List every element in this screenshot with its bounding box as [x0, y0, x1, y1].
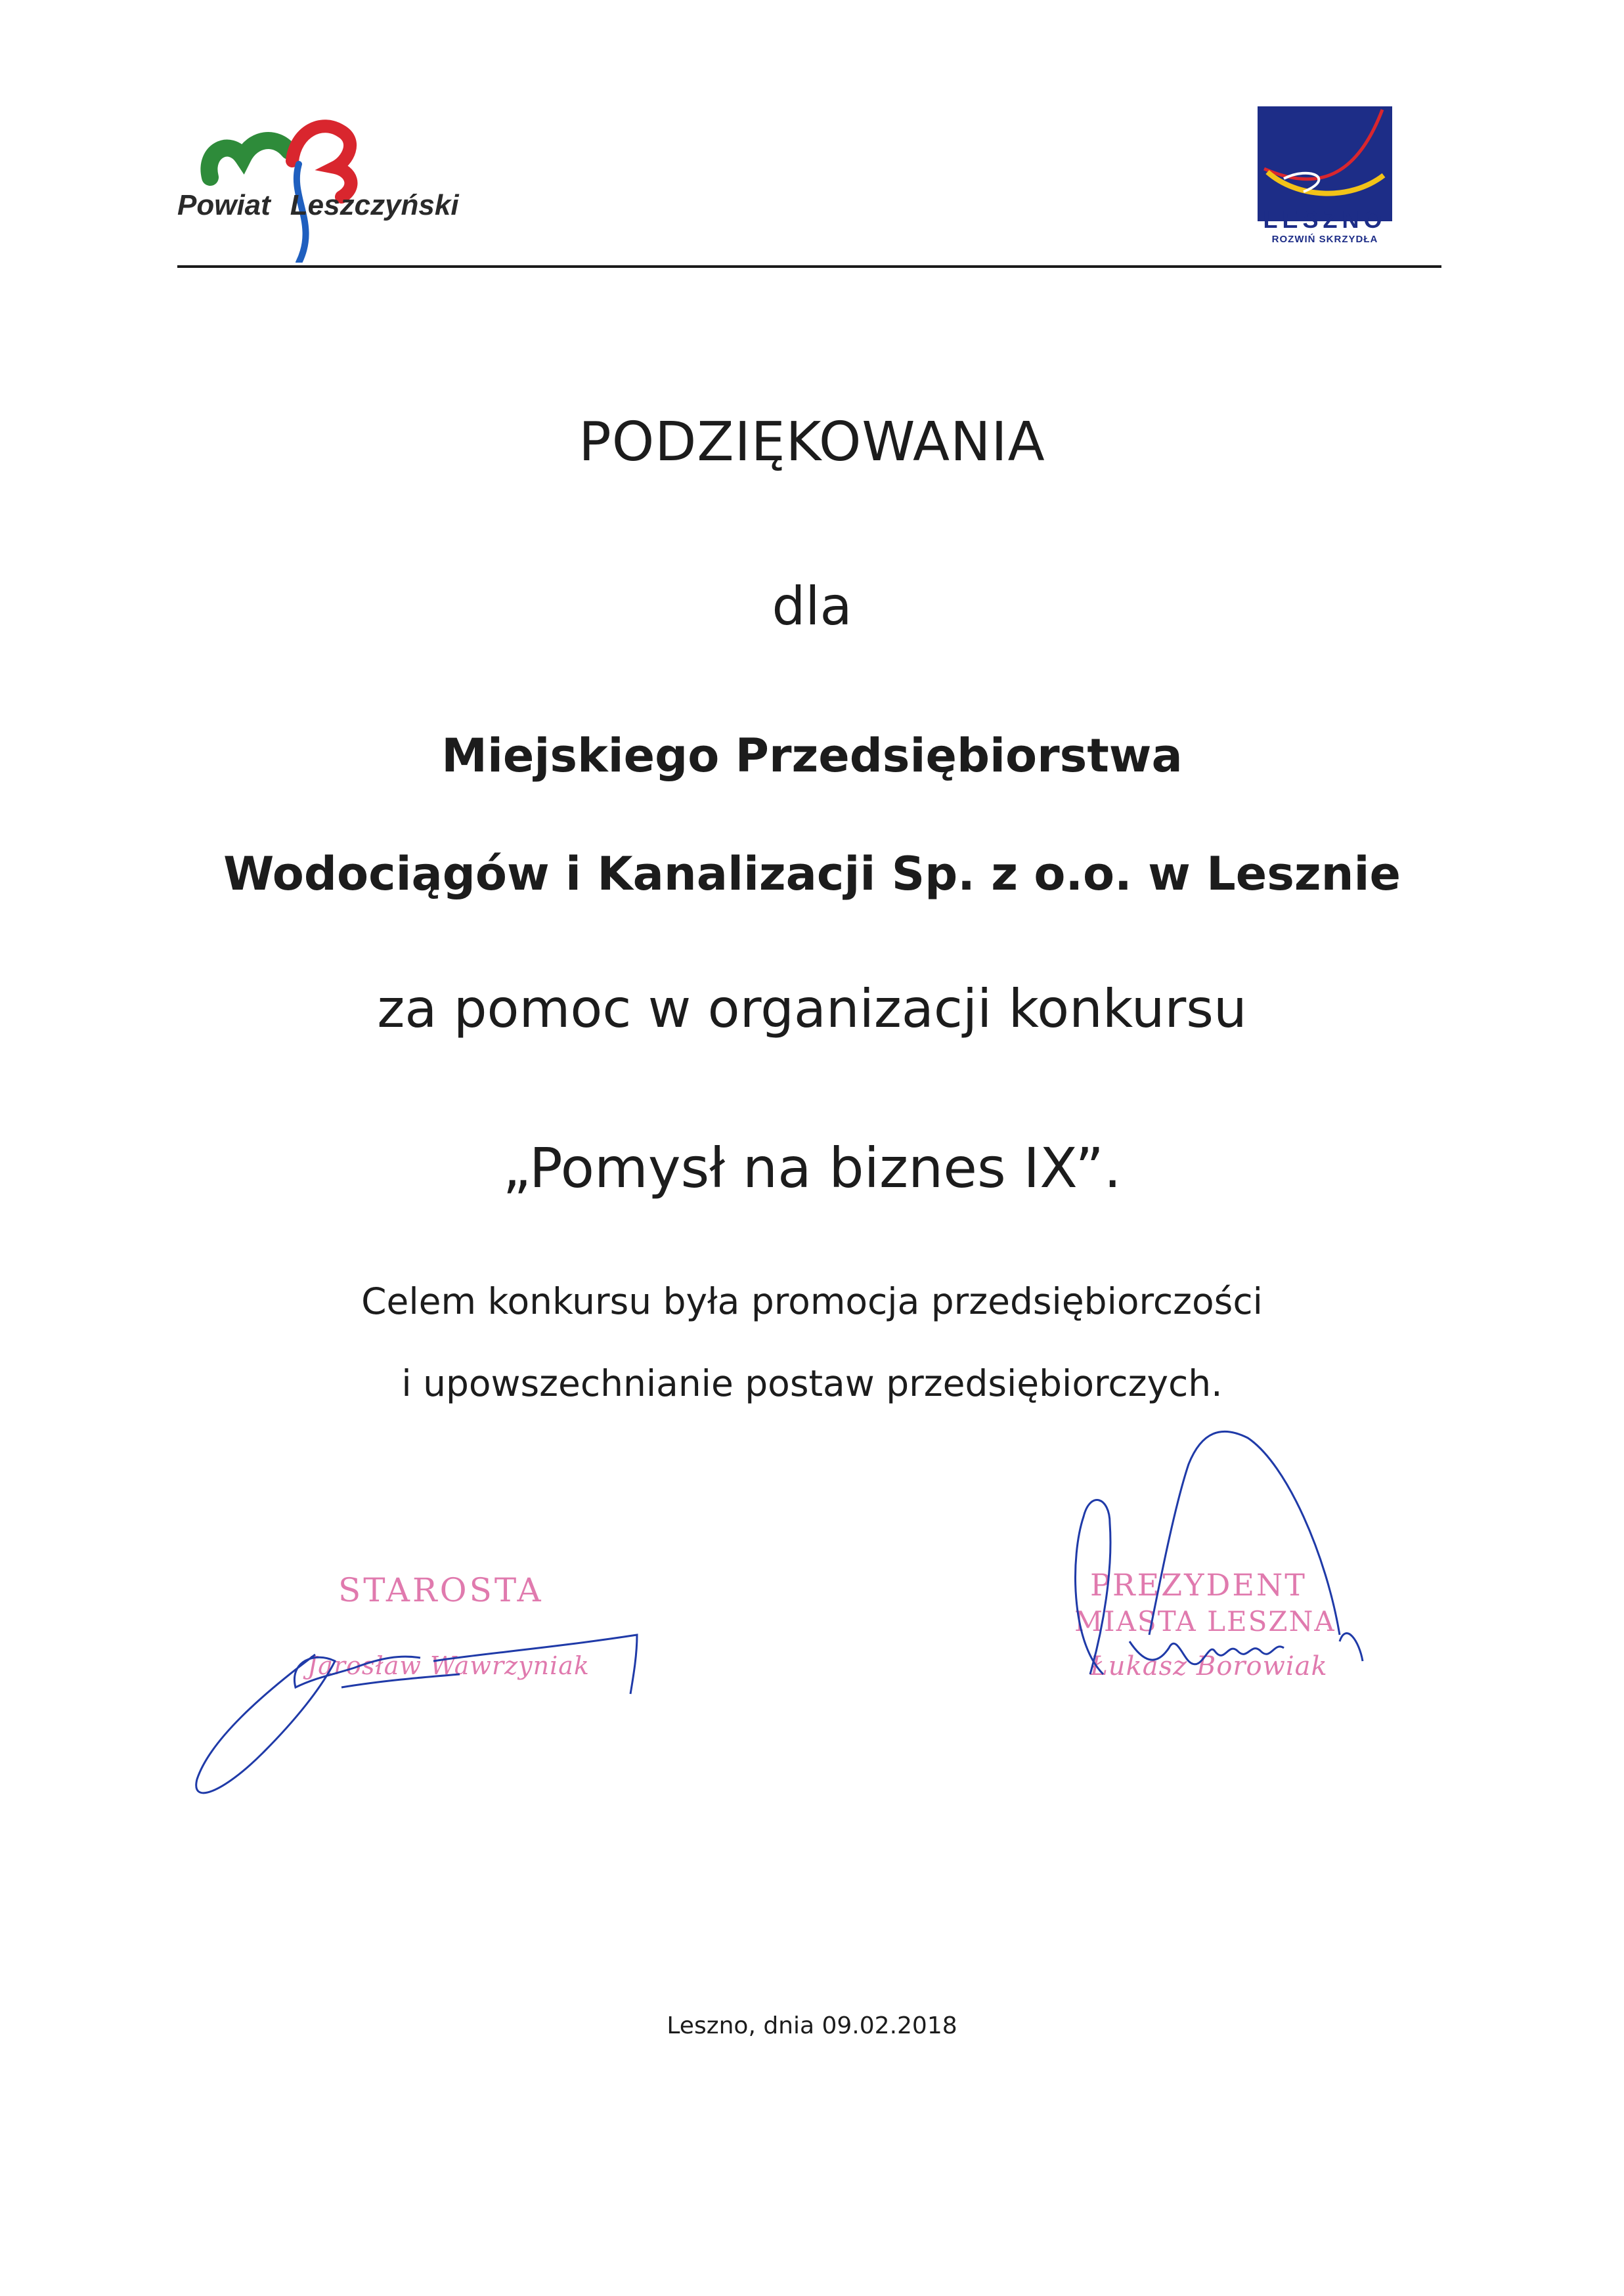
leszno-wings-icon: [1258, 106, 1392, 221]
goal-line-1: Celem konkursu była promocja przedsiębiorczości: [361, 1280, 1263, 1322]
prezydent-stamp-title: PREZYDENT: [1090, 1567, 1307, 1603]
prezydent-signature-icon: [1051, 1425, 1418, 1727]
header-divider: [177, 265, 1441, 268]
recipient-line-2: Wodociągów i Kanalizacji Sp. z o.o. w Lesznie: [223, 847, 1401, 901]
preposition-text: dla: [772, 576, 852, 637]
contest-name: „Pomysł na biznes IX”.: [502, 1136, 1122, 1200]
powiat-logo-text: [177, 189, 459, 222]
prezydent-stamp-name: Łukasz Borowiak: [1090, 1651, 1328, 1681]
goal-line-2: i upowszechnianie postaw przedsiębiorczych.: [401, 1362, 1223, 1404]
document-title: PODZIĘKOWANIA: [579, 411, 1045, 473]
powiat-logo-word2: Leszczyński: [290, 189, 459, 221]
date-line: Leszno, dnia 09.02.2018: [667, 2012, 957, 2039]
powiat-emblem-icon: [177, 105, 493, 263]
leszno-logo: [1258, 106, 1392, 264]
leszno-logo-box: [1258, 106, 1392, 221]
leszno-logo-slogan: ROZWIŃ SKRZYDŁA: [1271, 234, 1378, 245]
starosta-stamp-title: STAROSTA: [338, 1571, 544, 1609]
starosta-stamp-name: Jarosław Wawrzyniak: [307, 1651, 590, 1680]
starosta-signature-icon: [184, 1589, 683, 1806]
recipient-line-1: Miejskiego Przedsiębiorstwa: [441, 729, 1183, 783]
powiat-logo-word1: Powiat: [177, 189, 271, 221]
prezydent-stamp-subtitle: MIASTA LESZNA: [1074, 1605, 1336, 1637]
reason-text: za pomoc w organizacji konkursu: [377, 978, 1247, 1039]
powiat-leszczynski-logo: [177, 105, 493, 263]
leszno-logo-name: LESZNO: [1263, 206, 1387, 233]
